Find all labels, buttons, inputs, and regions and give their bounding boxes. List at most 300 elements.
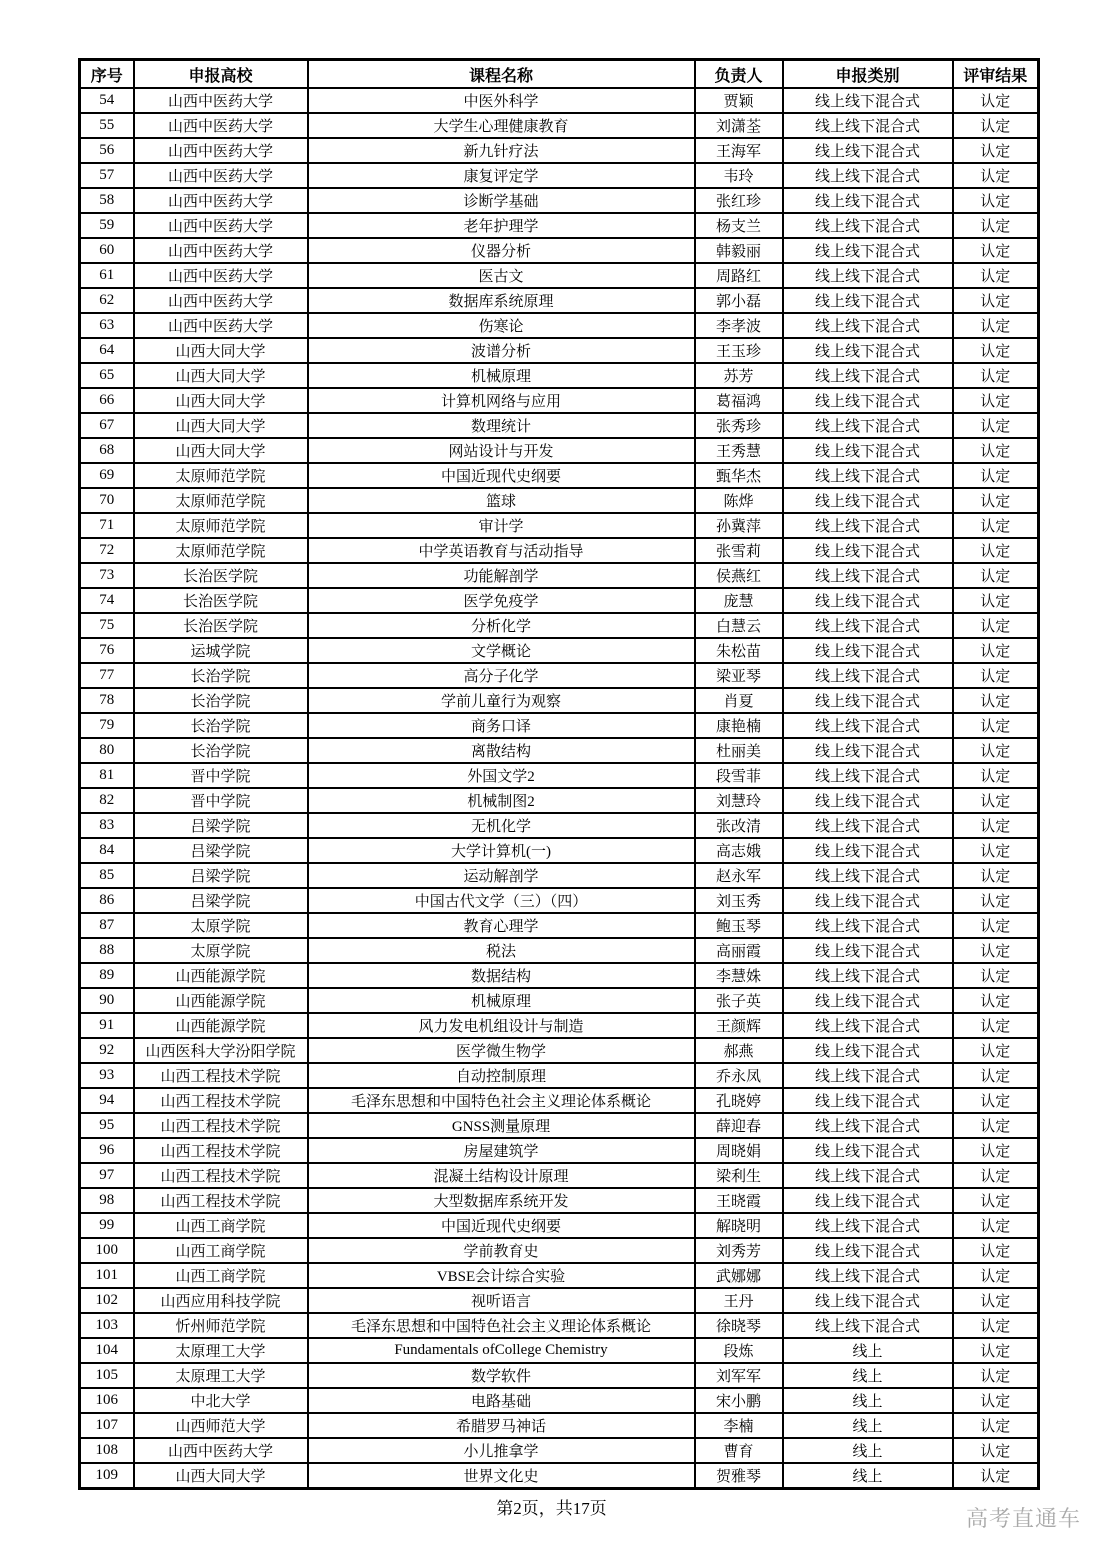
table-row — [80, 363, 1039, 388]
table-row — [80, 713, 1039, 738]
cell-category: 线上线下混合式 — [783, 1263, 953, 1288]
cell-leader: 侯燕红 — [695, 563, 783, 588]
cell-university: 太原理工大学 — [134, 1363, 308, 1388]
cell-leader: 刘秀芳 — [695, 1238, 783, 1263]
cell-leader: 白慧云 — [695, 613, 783, 638]
table-row — [80, 638, 1039, 663]
cell-result: 认定 — [953, 1413, 1039, 1438]
cell-university: 山西中医药大学 — [134, 88, 308, 113]
table-row — [80, 1388, 1039, 1413]
table-row — [80, 288, 1039, 313]
cell-leader: 段炼 — [695, 1338, 783, 1363]
cell-category: 线上线下混合式 — [783, 1313, 953, 1338]
cell-category: 线上线下混合式 — [783, 1138, 953, 1163]
cell-course: 大型数据库系统开发 — [308, 1188, 695, 1213]
cell-index: 100 — [80, 1238, 134, 1263]
cell-leader: 郝燕 — [695, 1038, 783, 1063]
column-header-category: 申报类别 — [783, 60, 953, 89]
cell-result: 认定 — [953, 813, 1039, 838]
table-row — [80, 113, 1039, 138]
cell-university: 长治学院 — [134, 738, 308, 763]
table-row — [80, 88, 1039, 113]
cell-result: 认定 — [953, 1013, 1039, 1038]
cell-course: 数据库系统原理 — [308, 288, 695, 313]
cell-leader: 梁亚琴 — [695, 663, 783, 688]
cell-leader: 周晓娟 — [695, 1138, 783, 1163]
column-header-index: 序号 — [80, 60, 134, 89]
cell-category: 线上线下混合式 — [783, 138, 953, 163]
cell-index: 75 — [80, 613, 134, 638]
cell-course: 中国近现代史纲要 — [308, 1213, 695, 1238]
cell-result: 认定 — [953, 1213, 1039, 1238]
table-row — [80, 1313, 1039, 1338]
cell-category: 线上线下混合式 — [783, 513, 953, 538]
cell-result: 认定 — [953, 763, 1039, 788]
cell-course: 高分子化学 — [308, 663, 695, 688]
cell-university: 长治学院 — [134, 663, 308, 688]
cell-leader: 王海军 — [695, 138, 783, 163]
cell-course: 小儿推拿学 — [308, 1438, 695, 1463]
cell-index: 99 — [80, 1213, 134, 1238]
cell-course: GNSS测量原理 — [308, 1113, 695, 1138]
cell-course: VBSE会计综合实验 — [308, 1263, 695, 1288]
cell-result: 认定 — [953, 1088, 1039, 1113]
cell-leader: 贾颖 — [695, 88, 783, 113]
cell-course: 房屋建筑学 — [308, 1138, 695, 1163]
cell-course: 中学英语教育与活动指导 — [308, 538, 695, 563]
cell-leader: 乔永凤 — [695, 1063, 783, 1088]
cell-course: 学前儿童行为观察 — [308, 688, 695, 713]
cell-index: 62 — [80, 288, 134, 313]
cell-university: 山西中医药大学 — [134, 313, 308, 338]
cell-university: 山西工程技术学院 — [134, 1138, 308, 1163]
cell-course: 篮球 — [308, 488, 695, 513]
cell-index: 107 — [80, 1413, 134, 1438]
table-row — [80, 1013, 1039, 1038]
table-row — [80, 888, 1039, 913]
table-row — [80, 1138, 1039, 1163]
cell-result: 认定 — [953, 638, 1039, 663]
cell-category: 线上线下混合式 — [783, 913, 953, 938]
cell-course: 中国近现代史纲要 — [308, 463, 695, 488]
cell-category: 线上线下混合式 — [783, 1213, 953, 1238]
cell-leader: 解晓明 — [695, 1213, 783, 1238]
cell-university: 山西能源学院 — [134, 1013, 308, 1038]
cell-category: 线上线下混合式 — [783, 863, 953, 888]
cell-result: 认定 — [953, 1363, 1039, 1388]
cell-index: 104 — [80, 1338, 134, 1363]
cell-index: 72 — [80, 538, 134, 563]
cell-category: 线上 — [783, 1413, 953, 1438]
cell-index: 76 — [80, 638, 134, 663]
cell-index: 93 — [80, 1063, 134, 1088]
table-row — [80, 738, 1039, 763]
cell-course: 混凝土结构设计原理 — [308, 1163, 695, 1188]
cell-course: 功能解剖学 — [308, 563, 695, 588]
cell-leader: 刘潇荃 — [695, 113, 783, 138]
cell-index: 94 — [80, 1088, 134, 1113]
cell-course: 机械原理 — [308, 363, 695, 388]
cell-course: 伤寒论 — [308, 313, 695, 338]
table-row — [80, 563, 1039, 588]
cell-university: 忻州师范学院 — [134, 1313, 308, 1338]
table-row — [80, 338, 1039, 363]
cell-index: 90 — [80, 988, 134, 1013]
cell-result: 认定 — [953, 313, 1039, 338]
cell-course: 机械制图2 — [308, 788, 695, 813]
cell-category: 线上线下混合式 — [783, 838, 953, 863]
cell-university: 山西大同大学 — [134, 388, 308, 413]
cell-category: 线上线下混合式 — [783, 1288, 953, 1313]
cell-result: 认定 — [953, 688, 1039, 713]
cell-category: 线上线下混合式 — [783, 188, 953, 213]
cell-index: 67 — [80, 413, 134, 438]
cell-index: 88 — [80, 938, 134, 963]
table-row — [80, 438, 1039, 463]
cell-course: 数据结构 — [308, 963, 695, 988]
cell-course: 运动解剖学 — [308, 863, 695, 888]
table-body — [80, 88, 1039, 1489]
cell-category: 线上线下混合式 — [783, 163, 953, 188]
cell-course: 学前教育史 — [308, 1238, 695, 1263]
cell-university: 山西中医药大学 — [134, 1438, 308, 1463]
cell-index: 56 — [80, 138, 134, 163]
cell-result: 认定 — [953, 213, 1039, 238]
cell-index: 82 — [80, 788, 134, 813]
cell-category: 线上线下混合式 — [783, 363, 953, 388]
cell-category: 线上线下混合式 — [783, 263, 953, 288]
cell-course: 新九针疗法 — [308, 138, 695, 163]
cell-index: 57 — [80, 163, 134, 188]
table-row — [80, 1438, 1039, 1463]
course-review-table — [78, 58, 1040, 1490]
table-row — [80, 263, 1039, 288]
cell-course: 世界文化史 — [308, 1463, 695, 1489]
table-row — [80, 138, 1039, 163]
cell-category: 线上线下混合式 — [783, 1163, 953, 1188]
table-row — [80, 513, 1039, 538]
cell-category: 线上线下混合式 — [783, 413, 953, 438]
cell-course: 网站设计与开发 — [308, 438, 695, 463]
cell-university: 山西工程技术学院 — [134, 1113, 308, 1138]
cell-result: 认定 — [953, 1438, 1039, 1463]
cell-university: 吕梁学院 — [134, 838, 308, 863]
cell-category: 线上线下混合式 — [783, 1063, 953, 1088]
cell-result: 认定 — [953, 1238, 1039, 1263]
cell-leader: 甄华杰 — [695, 463, 783, 488]
cell-category: 线上线下混合式 — [783, 1188, 953, 1213]
cell-university: 运城学院 — [134, 638, 308, 663]
cell-result: 认定 — [953, 138, 1039, 163]
cell-leader: 张改清 — [695, 813, 783, 838]
cell-leader: 贺雅琴 — [695, 1463, 783, 1489]
cell-course: 离散结构 — [308, 738, 695, 763]
cell-leader: 武娜娜 — [695, 1263, 783, 1288]
cell-result: 认定 — [953, 163, 1039, 188]
cell-leader: 杨支兰 — [695, 213, 783, 238]
cell-category: 线上线下混合式 — [783, 1038, 953, 1063]
cell-course: 税法 — [308, 938, 695, 963]
cell-leader: 梁利生 — [695, 1163, 783, 1188]
cell-university: 山西大同大学 — [134, 338, 308, 363]
cell-result: 认定 — [953, 888, 1039, 913]
cell-result: 认定 — [953, 738, 1039, 763]
cell-course: 机械原理 — [308, 988, 695, 1013]
cell-index: 108 — [80, 1438, 134, 1463]
table-row — [80, 213, 1039, 238]
table-row — [80, 1188, 1039, 1213]
cell-university: 太原学院 — [134, 913, 308, 938]
cell-index: 68 — [80, 438, 134, 463]
cell-category: 线上线下混合式 — [783, 988, 953, 1013]
cell-course: 数理统计 — [308, 413, 695, 438]
cell-category: 线上线下混合式 — [783, 488, 953, 513]
cell-result: 认定 — [953, 1463, 1039, 1489]
cell-category: 线上 — [783, 1463, 953, 1489]
cell-leader: 苏芳 — [695, 363, 783, 388]
cell-course: 毛泽东思想和中国特色社会主义理论体系概论 — [308, 1088, 695, 1113]
cell-category: 线上线下混合式 — [783, 438, 953, 463]
cell-category: 线上 — [783, 1363, 953, 1388]
cell-course: 视听语言 — [308, 1288, 695, 1313]
table-row — [80, 963, 1039, 988]
cell-leader: 段雪菲 — [695, 763, 783, 788]
cell-category: 线上线下混合式 — [783, 338, 953, 363]
cell-university: 长治学院 — [134, 713, 308, 738]
cell-category: 线上线下混合式 — [783, 88, 953, 113]
cell-result: 认定 — [953, 113, 1039, 138]
cell-university: 太原师范学院 — [134, 488, 308, 513]
cell-index: 55 — [80, 113, 134, 138]
cell-university: 山西大同大学 — [134, 438, 308, 463]
cell-category: 线上线下混合式 — [783, 738, 953, 763]
cell-result: 认定 — [953, 663, 1039, 688]
cell-result: 认定 — [953, 1138, 1039, 1163]
cell-result: 认定 — [953, 1388, 1039, 1413]
table-row — [80, 1463, 1039, 1489]
cell-category: 线上线下混合式 — [783, 938, 953, 963]
cell-result: 认定 — [953, 788, 1039, 813]
table-row — [80, 1413, 1039, 1438]
table-row — [80, 1213, 1039, 1238]
cell-leader: 高丽霞 — [695, 938, 783, 963]
cell-index: 54 — [80, 88, 134, 113]
cell-leader: 王玉珍 — [695, 338, 783, 363]
cell-index: 89 — [80, 963, 134, 988]
cell-category: 线上线下混合式 — [783, 588, 953, 613]
cell-category: 线上线下混合式 — [783, 1113, 953, 1138]
cell-index: 102 — [80, 1288, 134, 1313]
cell-leader: 王丹 — [695, 1288, 783, 1313]
table-row — [80, 1338, 1039, 1363]
cell-university: 山西工程技术学院 — [134, 1063, 308, 1088]
table-row — [80, 463, 1039, 488]
cell-leader: 周路红 — [695, 263, 783, 288]
table-row — [80, 988, 1039, 1013]
cell-result: 认定 — [953, 413, 1039, 438]
cell-index: 77 — [80, 663, 134, 688]
table-row — [80, 1263, 1039, 1288]
cell-leader: 刘慧玲 — [695, 788, 783, 813]
cell-course: 医古文 — [308, 263, 695, 288]
cell-university: 山西中医药大学 — [134, 263, 308, 288]
cell-index: 95 — [80, 1113, 134, 1138]
cell-result: 认定 — [953, 538, 1039, 563]
cell-result: 认定 — [953, 88, 1039, 113]
cell-university: 山西应用科技学院 — [134, 1288, 308, 1313]
cell-result: 认定 — [953, 1288, 1039, 1313]
cell-result: 认定 — [953, 1263, 1039, 1288]
cell-result: 认定 — [953, 913, 1039, 938]
cell-result: 认定 — [953, 963, 1039, 988]
cell-category: 线上线下混合式 — [783, 763, 953, 788]
cell-course: 医学微生物学 — [308, 1038, 695, 1063]
cell-leader: 葛福鸿 — [695, 388, 783, 413]
table-row — [80, 388, 1039, 413]
table-row — [80, 663, 1039, 688]
cell-university: 山西医科大学汾阳学院 — [134, 1038, 308, 1063]
cell-course: 无机化学 — [308, 813, 695, 838]
cell-result: 认定 — [953, 438, 1039, 463]
cell-course: 中国古代文学（三）（四） — [308, 888, 695, 913]
cell-index: 59 — [80, 213, 134, 238]
cell-index: 101 — [80, 1263, 134, 1288]
table-row — [80, 838, 1039, 863]
cell-university: 晋中学院 — [134, 763, 308, 788]
cell-category: 线上线下混合式 — [783, 788, 953, 813]
cell-category: 线上线下混合式 — [783, 688, 953, 713]
cell-leader: 朱松苗 — [695, 638, 783, 663]
cell-category: 线上线下混合式 — [783, 813, 953, 838]
cell-university: 山西师范大学 — [134, 1413, 308, 1438]
cell-result: 认定 — [953, 288, 1039, 313]
cell-leader: 赵永军 — [695, 863, 783, 888]
cell-category: 线上线下混合式 — [783, 638, 953, 663]
cell-course: 康复评定学 — [308, 163, 695, 188]
cell-category: 线上线下混合式 — [783, 213, 953, 238]
cell-index: 84 — [80, 838, 134, 863]
cell-index: 71 — [80, 513, 134, 538]
cell-category: 线上 — [783, 1338, 953, 1363]
cell-index: 69 — [80, 463, 134, 488]
cell-course: 波谱分析 — [308, 338, 695, 363]
cell-university: 山西工商学院 — [134, 1213, 308, 1238]
cell-course: 仪器分析 — [308, 238, 695, 263]
cell-leader: 王颜辉 — [695, 1013, 783, 1038]
cell-leader: 陈烨 — [695, 488, 783, 513]
table-row — [80, 588, 1039, 613]
cell-course: 计算机网络与应用 — [308, 388, 695, 413]
cell-university: 长治医学院 — [134, 613, 308, 638]
table-row — [80, 1238, 1039, 1263]
column-header-leader: 负责人 — [695, 60, 783, 89]
cell-course: 审计学 — [308, 513, 695, 538]
cell-course: 中医外科学 — [308, 88, 695, 113]
cell-result: 认定 — [953, 1063, 1039, 1088]
cell-university: 山西中医药大学 — [134, 113, 308, 138]
cell-leader: 宋小鹏 — [695, 1388, 783, 1413]
cell-leader: 刘玉秀 — [695, 888, 783, 913]
cell-course: 老年护理学 — [308, 213, 695, 238]
cell-index: 91 — [80, 1013, 134, 1038]
cell-university: 山西大同大学 — [134, 363, 308, 388]
cell-university: 中北大学 — [134, 1388, 308, 1413]
cell-university: 山西中医药大学 — [134, 188, 308, 213]
cell-index: 78 — [80, 688, 134, 713]
table-row — [80, 813, 1039, 838]
cell-university: 山西工商学院 — [134, 1263, 308, 1288]
cell-result: 认定 — [953, 1113, 1039, 1138]
cell-leader: 王秀慧 — [695, 438, 783, 463]
table-row — [80, 538, 1039, 563]
cell-leader: 王晓霞 — [695, 1188, 783, 1213]
cell-result: 认定 — [953, 838, 1039, 863]
cell-university: 山西工程技术学院 — [134, 1163, 308, 1188]
cell-leader: 薛迎春 — [695, 1113, 783, 1138]
cell-university: 晋中学院 — [134, 788, 308, 813]
cell-index: 63 — [80, 313, 134, 338]
cell-index: 87 — [80, 913, 134, 938]
cell-index: 80 — [80, 738, 134, 763]
cell-index: 66 — [80, 388, 134, 413]
cell-index: 96 — [80, 1138, 134, 1163]
cell-result: 认定 — [953, 263, 1039, 288]
page-indicator: 第2页，共17页 — [496, 1499, 607, 1518]
column-header-result: 评审结果 — [953, 60, 1039, 89]
cell-university: 山西大同大学 — [134, 1463, 308, 1489]
cell-university: 山西工程技术学院 — [134, 1188, 308, 1213]
cell-university: 吕梁学院 — [134, 863, 308, 888]
table-row — [80, 1063, 1039, 1088]
cell-leader: 杜丽美 — [695, 738, 783, 763]
cell-course: 大学生心理健康教育 — [308, 113, 695, 138]
cell-leader: 张秀珍 — [695, 413, 783, 438]
table-row — [80, 863, 1039, 888]
table-row — [80, 163, 1039, 188]
cell-leader: 曹育 — [695, 1438, 783, 1463]
table-row — [80, 413, 1039, 438]
cell-index: 92 — [80, 1038, 134, 1063]
cell-course: 分析化学 — [308, 613, 695, 638]
cell-university: 山西工程技术学院 — [134, 1088, 308, 1113]
cell-leader: 李楠 — [695, 1413, 783, 1438]
cell-category: 线上线下混合式 — [783, 238, 953, 263]
table-row — [80, 1288, 1039, 1313]
table-row — [80, 938, 1039, 963]
cell-leader: 张雪莉 — [695, 538, 783, 563]
cell-course: 风力发电机组设计与制造 — [308, 1013, 695, 1038]
cell-university: 太原师范学院 — [134, 513, 308, 538]
cell-index: 106 — [80, 1388, 134, 1413]
cell-course: 自动控制原理 — [308, 1063, 695, 1088]
cell-leader: 张红珍 — [695, 188, 783, 213]
cell-university: 山西能源学院 — [134, 988, 308, 1013]
cell-university: 吕梁学院 — [134, 813, 308, 838]
cell-leader: 孔晓婷 — [695, 1088, 783, 1113]
cell-category: 线上线下混合式 — [783, 1088, 953, 1113]
cell-category: 线上线下混合式 — [783, 563, 953, 588]
cell-index: 81 — [80, 763, 134, 788]
cell-index: 60 — [80, 238, 134, 263]
cell-category: 线上 — [783, 1438, 953, 1463]
cell-leader: 高志娥 — [695, 838, 783, 863]
cell-index: 97 — [80, 1163, 134, 1188]
cell-course: 诊断学基础 — [308, 188, 695, 213]
cell-result: 认定 — [953, 488, 1039, 513]
table-row — [80, 613, 1039, 638]
cell-university: 太原理工大学 — [134, 1338, 308, 1363]
cell-index: 109 — [80, 1463, 134, 1489]
